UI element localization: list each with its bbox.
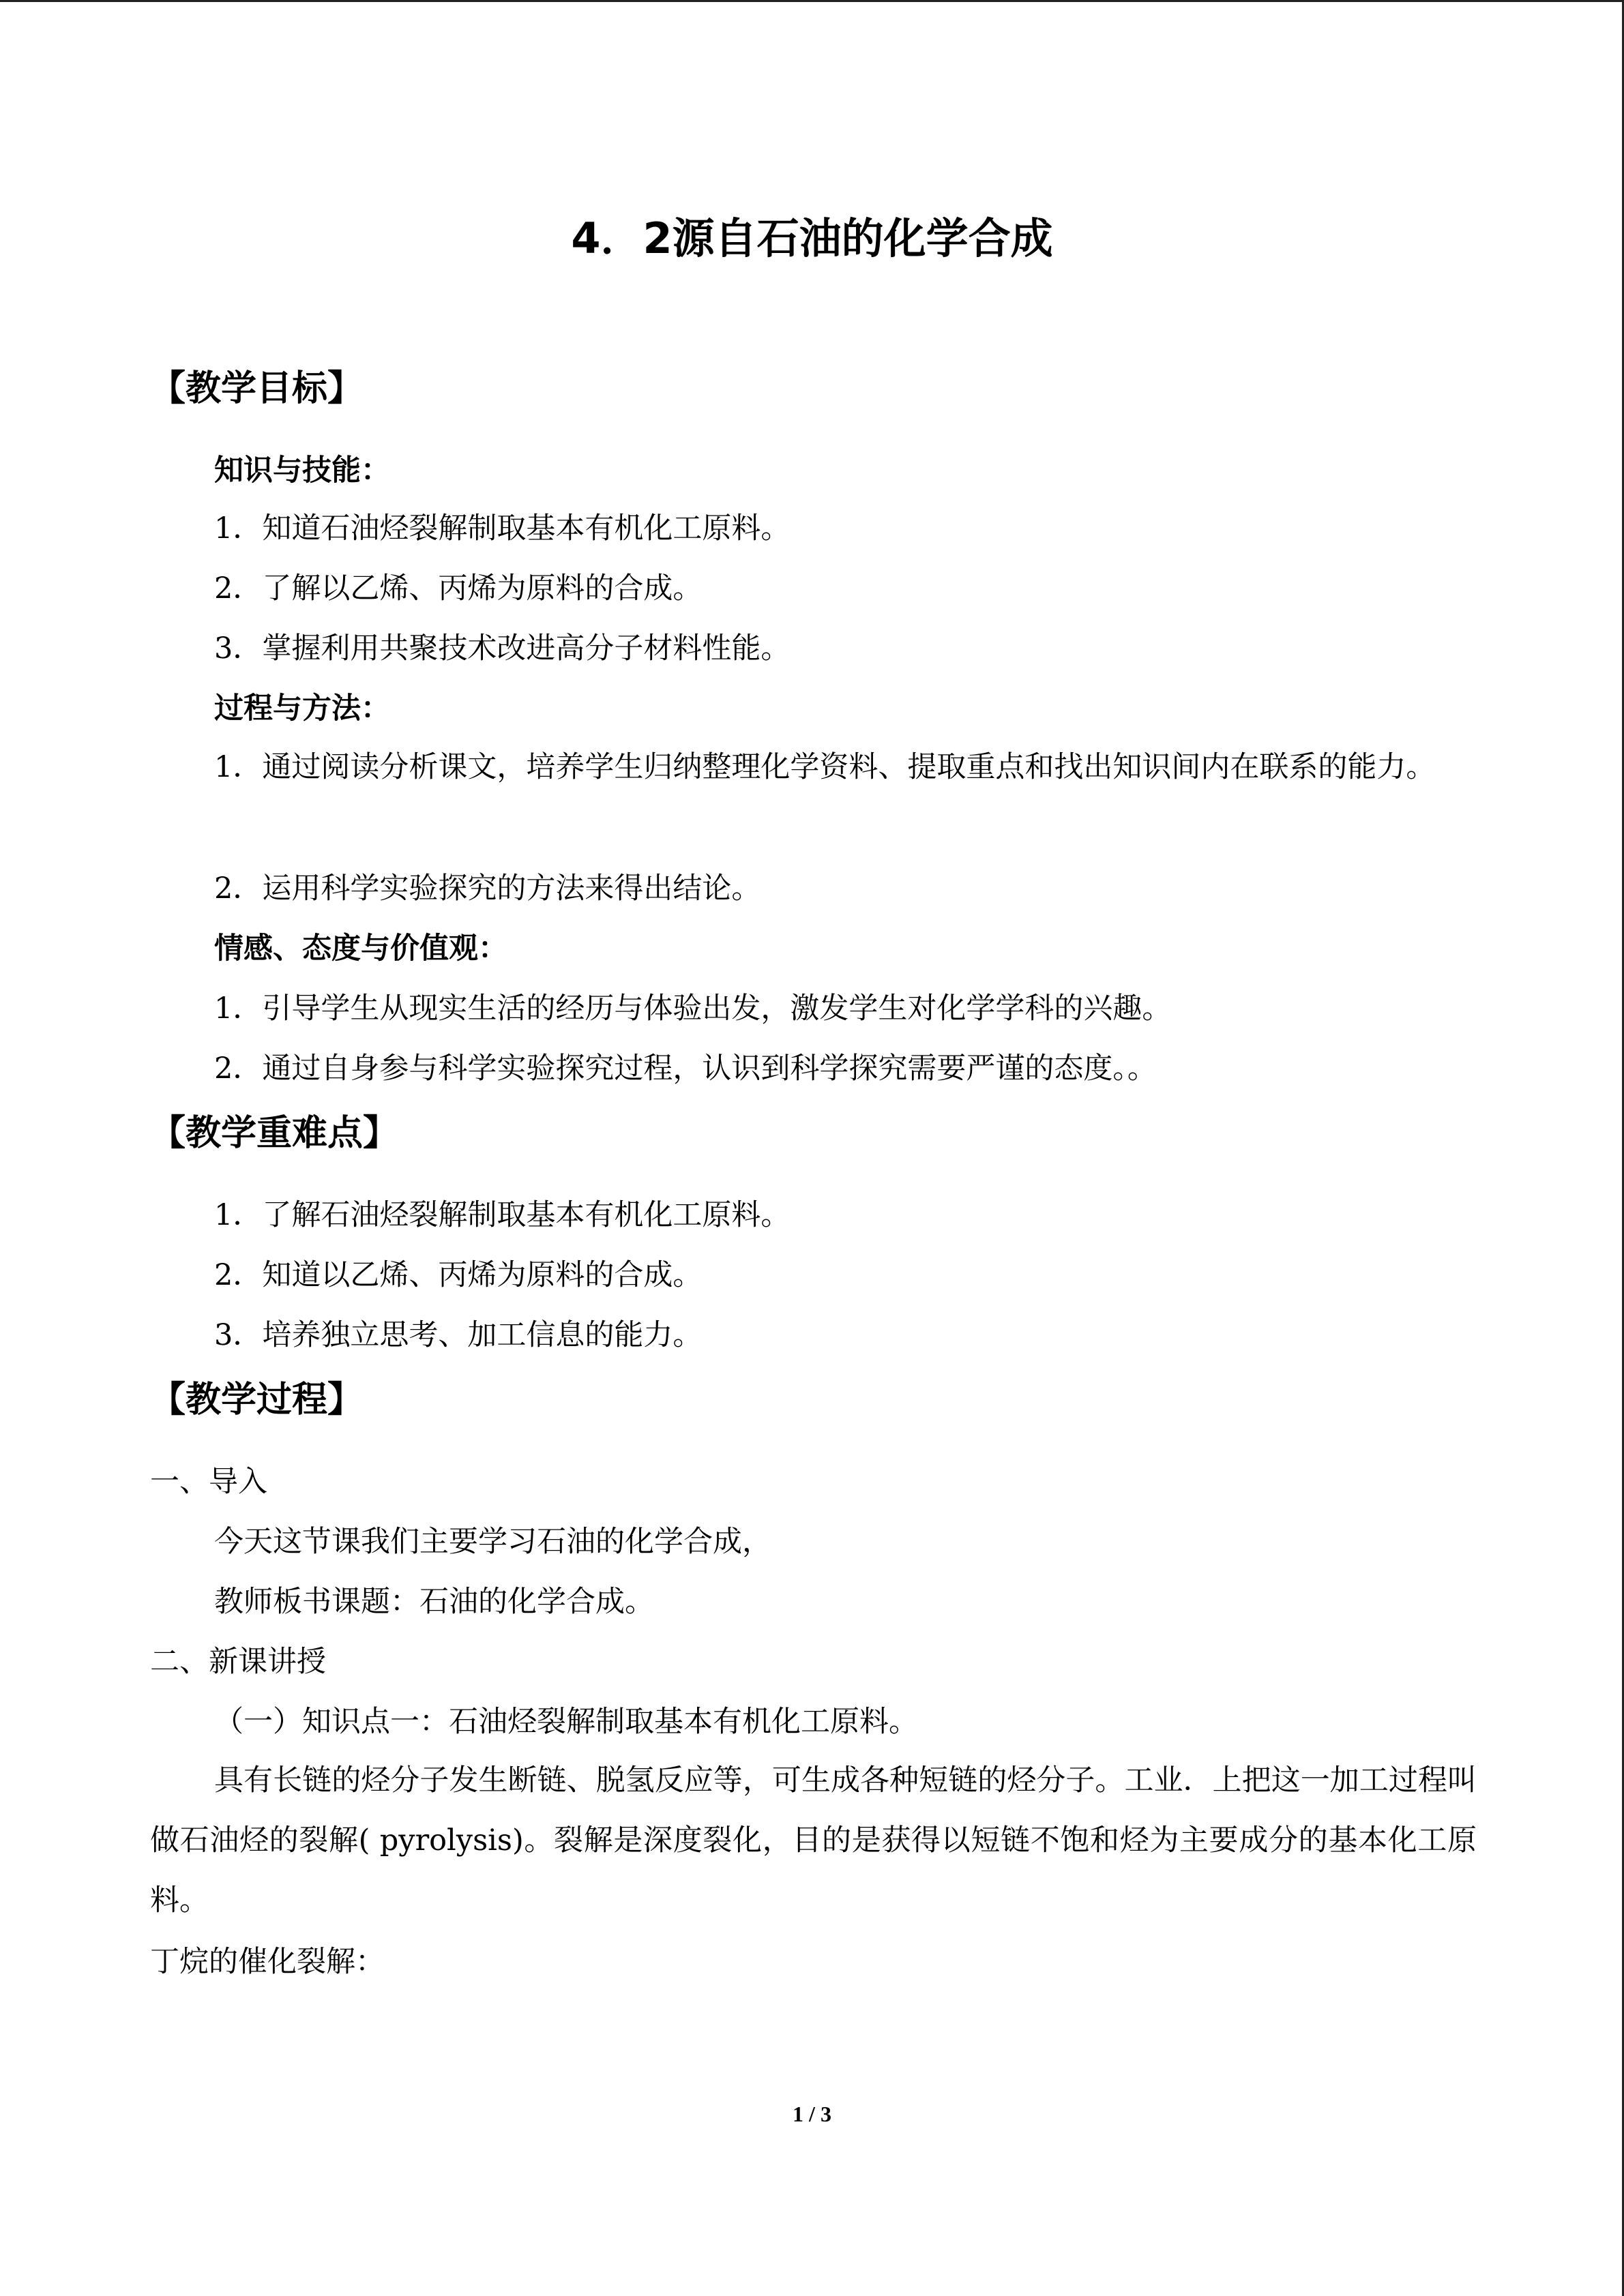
- page-frame-top: [0, 0, 1624, 2]
- knowledge-point-one: （一）知识点一：石油烃裂解制取基本有机化工原料。: [214, 1705, 918, 1739]
- intro-label: 一、导入: [150, 1465, 267, 1499]
- process-item-1: 1．通过阅读分析课文，培养学生归纳整理化学资料、提取重点和找出知识间内在联系的能力。: [214, 750, 1436, 784]
- emotion-attitude-label: 情感、态度与价值观：: [214, 931, 507, 966]
- intro-line-2: 教师板书课题：石油的化学合成。: [214, 1585, 654, 1619]
- key-point-item-1: 1．了解石油烃裂解制取基本有机化工原料。: [214, 1198, 791, 1232]
- page-number: 1 / 3: [793, 2102, 831, 2126]
- process-item-2: 2．运用科学实验探究的方法来得出结论。: [214, 871, 761, 906]
- new-lesson-label: 二、新课讲授: [150, 1645, 326, 1679]
- key-point-item-3: 3．培养独立思考、加工信息的能力。: [214, 1318, 703, 1352]
- page-title: 4．2源自石油的化学合成: [571, 213, 1053, 263]
- butane-cracking-label: 丁烷的催化裂解：: [150, 1945, 385, 1979]
- key-point-item-2: 2．知道以乙烯、丙烯为原料的合成。: [214, 1258, 703, 1292]
- pyrolysis-paragraph: 具有长链的烃分子发生断链、脱氢反应等，可生成各种短链的烃分子。工业．上把这一加工过程叫做石油烃的裂解( pyrolysis)。裂解是深度裂化，目的是获得以短链不饱和烃为主要成分的基本化工原料。: [150, 1763, 1477, 1918]
- intro-line-1: 今天这节课我们主要学习石油的化学合成，: [214, 1525, 771, 1559]
- emotion-item-1: 1．引导学生从现实生活的经历与体验出发，激发学生对化学学科的兴趣。: [214, 992, 1172, 1026]
- objectives-heading: 【教学目标】: [150, 368, 364, 409]
- emotion-item-2: 2．通过自身参与科学实验探究过程，认识到科学探究需要严谨的态度。。: [214, 1052, 1157, 1086]
- teaching-process-heading: 【教学过程】: [150, 1380, 364, 1420]
- knowledge-item-1: 1．知道石油烃裂解制取基本有机化工原料。: [214, 511, 791, 546]
- key-points-heading: 【教学重难点】: [150, 1113, 399, 1154]
- knowledge-item-3: 3．掌握利用共聚技术改进高分子材料性能。: [214, 631, 791, 666]
- knowledge-skills-label: 知识与技能：: [214, 453, 390, 488]
- knowledge-item-2: 2．了解以乙烯、丙烯为原料的合成。: [214, 571, 703, 606]
- process-method-label: 过程与方法：: [214, 691, 390, 726]
